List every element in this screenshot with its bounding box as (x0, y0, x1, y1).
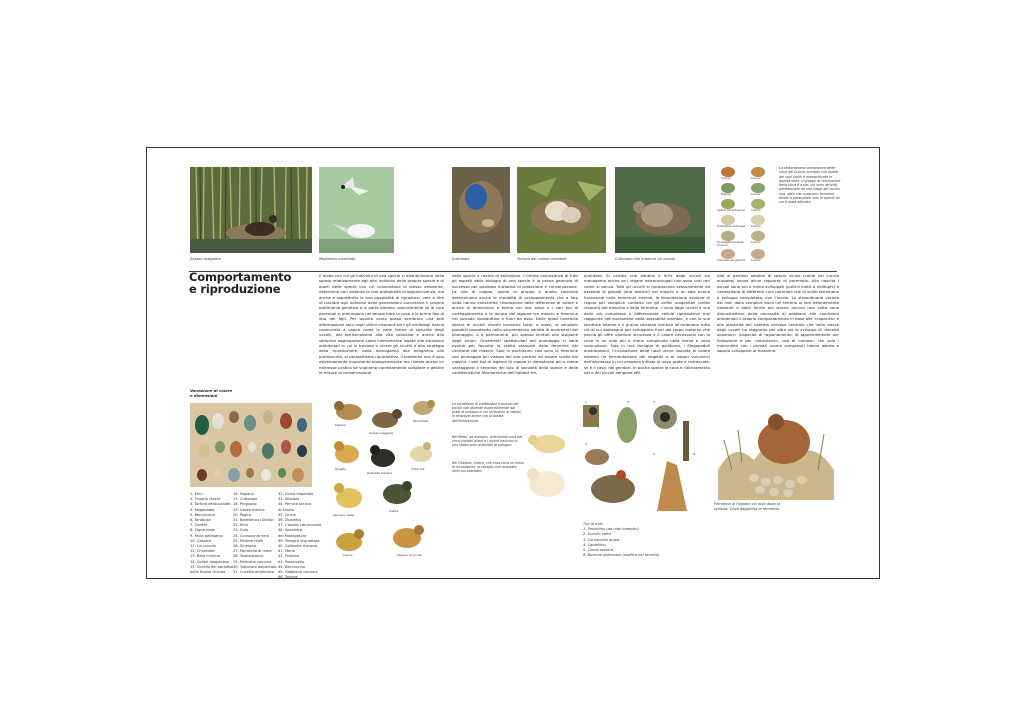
egg-label-1: Cuculo (721, 176, 731, 180)
chick-label-2: Svasso maggiore (369, 431, 394, 435)
nest-number-2: 2 (627, 400, 629, 404)
nest-number-1: 1 (585, 400, 587, 404)
cuckoo-photo (615, 167, 705, 253)
nest-4 (683, 421, 689, 461)
dove-caption: Tortora dal collare orientale (517, 257, 567, 261)
section-title-line1: Comportamento (189, 270, 292, 284)
body-column-2: delle specie a rischio di estinzione. L'intima conoscenza di tutti gli aspetti della biologia di una specie è la prima garanzia di successo per qualsiasi iniziativa di protezione e conservazione. La vita di coppia, quella di gruppo e quella coloniale determinano anche le modalità di accoppiamento che a loro volta hanno consentito l'evoluzione delle differenze di colore e anche di dimensioni e forma nei due sessi e i vari tipi di corteggiamento e la durata del legame tra maschi e femmine nel periodo riproduttivo e fuori da esso. Nelle quasi novemila specie di uccelli viventi troviamo tutte, o quasi, le soluzioni possibili soprattutto nella sorprendente varietà di ornamenti del piumaggio, o a permanenti, più spesso limitati alla stagione degli amori. Ornamenti spettacolari del piumaggio si sono evoluti per favorire la scelta sessuale delle femmine nei confronti dei maschi. Solo in pochissimi casi sono le femmine con piumaggio più vistoso del loro partner ad essere scelte dai maschi. I vari tipi di legame di coppia si dimostrano più o meno vantaggiosi a seconda del tipo di socialità della specie e delle caratteristiche fisionomiche dell'habitat fre- (452, 273, 578, 376)
chick-2 (372, 409, 402, 428)
egg-collection-illustration (190, 403, 312, 487)
chick-label-5: Gallinella d'acqua (367, 471, 392, 475)
egg-label-9: Forapaglie di palude comune (717, 241, 744, 248)
egg-label-2: Cuculo (751, 176, 761, 180)
section-title (189, 271, 291, 295)
grebe-caption: Svasso maggiore (190, 257, 221, 261)
nest-list: Tipi di nido 1. Pendolino (ad nido intessito) 2. Uccello sarto 3. Cornacchia grigia 4. Cardellino 5. Cincia azzurra 6. Burrone dallorosso (nidifica nel termite) (583, 522, 660, 558)
partridge-caption: Femmina di Fagiano col nido dopo la schiusa: Cova dapprima la femmina. (714, 502, 781, 511)
grebe-photo (190, 167, 312, 253)
chicks-illustration (327, 398, 443, 563)
variation-heading (190, 389, 232, 398)
egg-11 (721, 249, 735, 259)
nest-5 (585, 449, 609, 465)
chick-1 (334, 401, 362, 420)
egg-label-5: Averla cenerinaccia (717, 208, 745, 212)
egg-list-col3: 32. Corvo imperiale 33. Allodola 34. Pernice bianca di Scozia 35. Cincia 36. Zipoietto 37. L'aiuola carunculata 38. Sparviero del Madagascar 39. Tanagra scarlattata 40. Gallinella d'acqua 41. Merlo 42. Frullano 43. Pavoncella 44. Beccaccino 45. Gabbiano comune 46. Tortora (278, 492, 322, 580)
chick-10 (393, 525, 424, 548)
egg-label-10: Cuculo (751, 240, 761, 244)
egg-label-7: Cutrettola codirossa (717, 224, 746, 228)
egg-label-6: Cuculo (751, 208, 761, 212)
nest-illustrations (583, 401, 707, 513)
chick-label-4: Quaglia (335, 467, 346, 471)
blue-egg-photo (452, 167, 510, 253)
cuckoo-note-2: Nel Merlo, ad esempio, la femmina cova per circa quindici giorni e i piccoli nascono in uno stadio poco avanzato di sviluppo. (452, 435, 523, 448)
egg-label-4: Cuculo (751, 192, 761, 196)
egg-list-col2: 16. Fagiano 17. Cuttonaio 18. Pingpong 19. Gazza marina 20. Pagiro 21. Ballestrucci Stellar 22. Emù 23. Gufo 24. Cornacchia nera 25. Pirolino reale 26. Smergho 27. Parrotella di mare 28. Toracostanco 29. Pellicano comune 30. Tattonaro dalpertata 31. Cucetta americana (233, 492, 277, 575)
body-column-1: Il modo con cui gli individui di una specie si distribuiscono nello spazio relativamente agli altri individui della propria specie e di quelli delle specie con cui condividono lo stesso ambiente, determina non soltanto la loro probabilità di sopravvivenza, ma anche e soprattutto le loro possibilità di riprodursi, vale a dire di lasciare agli individui delle generazioni successive il proprio patrimonio genetico o in parte almeno, specialmente se le cure parentali si prolungano nel tempo oltre la cova e le prime fasi di vita dei figli. Per quanto ovvia possa sembrare una tale affermazione solo negli ultimi cinquant'anni gli ornitologi hanno cominciato a capire come le varie forme di socialità degli uccelli, dal territorialismo alla vita coloniale e anche alla semplice aggregazione siano intimamente legate alle situazioni ambientali in cui si trovano a vivere gli uccelli e alla strategia della riproduzione, dalla monogamia alla poligamia alla promiscuità, al parassitismo riproduttivo. Il problema non è solo estremamente importante biologicamente ma riveste anche un interesse pratico se vogliamo correttamente scegliere e gestire le misure di conservazione (319, 273, 444, 376)
chick-7 (334, 483, 362, 508)
hatchling-1 (528, 435, 565, 453)
book-spread (146, 147, 880, 579)
tern-photo (319, 167, 394, 253)
body-column-3: quentato. Si calcola che almeno il 90% degli uccelli sia monogamo anche se i legami extraconiugali non sono così rari come si pensa. Tutti gli uccelli si riproducono sessualmente ed essendo le gonadi (due testicoli nei maschi e un solo ovario funzionale nelle femmine) interne, la fecondazione avviene di regola per semplice contatto tra gli orifizi urogenitali (orifizi cloacali) del maschio e della femmina. L'uovo degli uccelli è una delle più complesse e differenziate cellule riproduttive mai raggiunte nell'evoluzione della sessualità animale, e con le sue strutture interne e il guscio calcareo fornisce all'embrione tutto ciò di cui abbisogna per svilupparsi fuori dal corpo materno che perciò gli offre ulteriore sicurezza e il calore necessario con la cova in un nido più o meno complicato nella forma e nella costruzione. Solo in una famiglia di galliformi, i Megapodidi australasiani, l'incubazione delle uova viene lasciata al calore esterno (la fermentazione dei vegetali o ai vapori vulcanici) dell'ammasso in cui vengono infilate le uova grate e rinfrescate, se è il caso, dai genitori. In poche specie la cova e l'allevamento dei o dei piccoli vengono affi- (584, 273, 710, 376)
egg-9 (721, 231, 735, 241)
tern-caption: Migliaeino piombato (319, 257, 356, 261)
chick-3 (413, 400, 435, 415)
chick-label-8: Anatra (389, 509, 399, 513)
chick-9 (336, 529, 364, 551)
cuckoo-note-3: Nel Gheppio, invece, che cova circa un mese di incubazione, la covapiù cioè avanzata nello più avanzato. (452, 461, 524, 474)
nest-2 (617, 407, 637, 443)
hatchling-2 (527, 468, 565, 497)
cuckoo-note-1: La condizione di inettitudine è piccolo dei piccoli nati dipende essenzialmente dai gradi di sviluppo in cui schiudono al capirsi in relazione anche con la durata dell'incubazione. (452, 402, 521, 423)
cuckoo-photo-caption: Cuttonaio che imbecca un cuculo (615, 257, 675, 261)
chick-label-9: Cuculo (343, 553, 353, 557)
variation-heading-1: Variazione di colore (190, 388, 233, 393)
chick-label-1: Fagiano (335, 423, 347, 427)
chick-label-6: Coturnice (411, 467, 425, 471)
chick-8 (383, 481, 412, 504)
chick-label-7: Germano reale (333, 513, 354, 517)
variation-heading-2: e dimensioni (190, 392, 218, 398)
body-column-4: dati ai genitori adottivi di specie vicine (come nel cuculo europeo) senza alcun rapporto di parentela. Alla nascita i piccoli sono più o meno sviluppati (pulcini inetti o nidifughi) e necessitano di differenti cure parentali che di solito terminano a sviluppo completato, con l'involo. La straordinaria varietà dei nidi, dalla semplice buca nel terreno ai nidi letteralmente intessuti e dalle forme più strane ancora una volta sono dimostrazione della necessità di adattarsi alle condizioni ambientali il proprio comportamento in base alle «capacità» e alla plasticità del sistema nervoso centrale che nella classe degli uccelli ha raggiunto per altre vie lo sviluppo di «facoltà superiori» (capacità di ragionamento, di apprendimento per imitazione e per «intuizione», uso di «arnesi» che solo i mammiferi con i primati (uomo compreso) hanno potuto e saputo sviluppare al massimo. (717, 273, 839, 354)
nest-number-3: 3 (653, 400, 655, 404)
egg-label-8: Cuculo (751, 224, 761, 228)
section-title-line2: e riproduzione (189, 282, 281, 297)
nest-number-4: 4 (585, 442, 587, 446)
egg-plate-caption: La straordinaria somiglianza delle uova del Cuculo europeo con quelle dei suoi ospiti è esemplificata in questa serie. Il gruppo di riconoscere della uova è a pal. ciò sono attività perfezionate da vari ceppi del cuculo una, dato che cuascuno femmine tende a parassitare solo la specie da cui è stata allevata. (779, 166, 841, 205)
hatchling-drawings (519, 424, 577, 508)
blue-egg-caption: Cuttonaio (452, 257, 470, 261)
nest-3 (653, 405, 677, 429)
chick-label-10: Fagiano di monte (397, 553, 422, 557)
partridge-illustration (714, 400, 838, 500)
nest-list-title: Tipi di nido (583, 522, 603, 526)
egg-label-3: Pispola (721, 192, 731, 196)
nest-1 (583, 405, 599, 427)
nest-6 (591, 470, 635, 503)
chick-4 (334, 441, 359, 463)
cuckoo-egg-plate (717, 165, 777, 265)
egg-list-col1: 1. Emù 2. Tinamù chiaro 3. Tortora della palude 4. Megapodio 5. Beccaccino 6. Tarabuso 7. Civetta 8. Cigno reale 9. Falco pellegrino 10. Casarca 11. Lui piccolo 12. Chiurlotto 13. Beta minima 14. Colibrì dalgolpeso 15. Uccello del paradiso della Nuova Guinea (190, 492, 234, 575)
chick-6 (410, 442, 432, 462)
chick-label-3: Pavoncella (413, 419, 429, 423)
egg-label-12: Cuculo (751, 258, 761, 262)
nest-number-5: 5 (653, 452, 655, 456)
dove-photo (517, 167, 606, 253)
egg-label-11: Codirosso dei giardini (717, 259, 746, 262)
nest-number-6: 6 (693, 452, 695, 456)
termite-mound (657, 461, 687, 511)
chick-5 (370, 445, 395, 467)
